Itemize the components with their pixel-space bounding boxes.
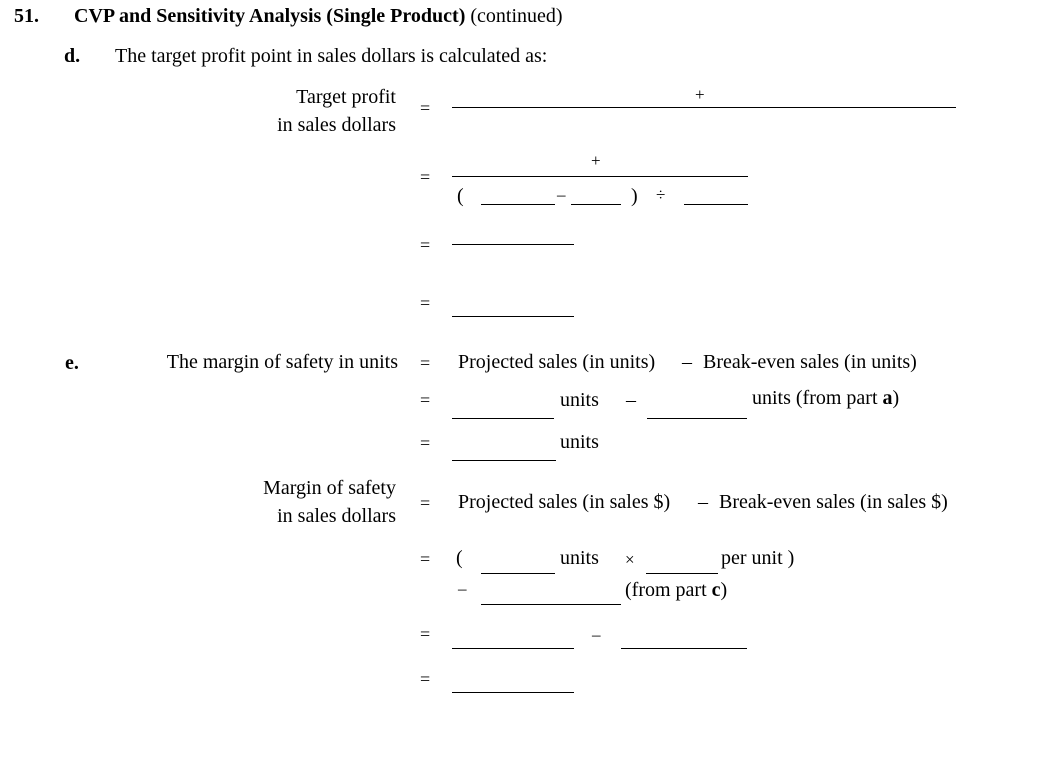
mos-units-label: The margin of safety in units bbox=[166, 351, 398, 373]
answer-line bbox=[646, 573, 718, 574]
answer-line bbox=[452, 692, 574, 693]
equals-sign: = bbox=[420, 390, 431, 410]
minus-sign: – bbox=[592, 625, 601, 644]
mos-dollars-label-2: in sales dollars bbox=[277, 505, 396, 527]
units-from-part-a: units (from part a) bbox=[752, 387, 900, 409]
from-part-c: (from part c) bbox=[625, 579, 728, 601]
open-paren: ( bbox=[457, 185, 464, 207]
units-text: units bbox=[560, 547, 599, 569]
answer-line bbox=[571, 204, 621, 205]
target-profit-label-1: Target profit bbox=[296, 86, 396, 108]
equals-sign: = bbox=[420, 98, 431, 118]
answer-line bbox=[452, 648, 574, 649]
target-profit-label-2: in sales dollars bbox=[277, 114, 396, 136]
minus-sign: – bbox=[557, 185, 566, 204]
equals-sign: = bbox=[420, 624, 431, 644]
answer-line bbox=[481, 604, 621, 605]
close-paren: ) bbox=[631, 185, 638, 207]
continued-text: (continued) bbox=[470, 5, 563, 27]
part-d-intro: The target profit point in sales dollars is calculated as: bbox=[115, 45, 548, 67]
problem-title bbox=[74, 6, 563, 26]
minus-sign: – bbox=[458, 579, 467, 598]
answer-line bbox=[452, 460, 556, 461]
equals-sign: = bbox=[420, 167, 431, 187]
answer-line bbox=[452, 107, 956, 108]
equals-sign: = bbox=[420, 353, 431, 373]
equals-sign: = bbox=[420, 235, 431, 255]
mos-units-formula-b: Break-even sales (in units) bbox=[703, 351, 917, 373]
mos-units-formula-a: Projected sales (in units) bbox=[458, 351, 656, 373]
problem-number: 51. bbox=[14, 5, 39, 27]
answer-line bbox=[452, 418, 554, 419]
per-unit-text: per unit ) bbox=[721, 547, 795, 569]
equals-sign: = bbox=[420, 493, 431, 513]
equals-sign: = bbox=[420, 433, 431, 453]
equals-sign: = bbox=[420, 669, 431, 689]
answer-line bbox=[481, 204, 555, 205]
minus-sign: – bbox=[698, 491, 708, 513]
mos-dollars-formula-a: Projected sales (in sales $) bbox=[458, 491, 671, 513]
times-sign: × bbox=[625, 550, 635, 569]
answer-line bbox=[684, 204, 748, 205]
open-paren: ( bbox=[456, 547, 463, 569]
divide-sign: ÷ bbox=[656, 185, 666, 204]
units-text: units bbox=[560, 431, 599, 453]
title-text: CVP and Sensitivity Analysis (Single Product) bbox=[74, 5, 466, 27]
answer-line bbox=[621, 648, 747, 649]
mos-dollars-label-1: Margin of safety bbox=[263, 477, 396, 499]
answer-line bbox=[647, 418, 747, 419]
plus-sign: + bbox=[695, 85, 705, 104]
answer-line bbox=[452, 316, 574, 317]
equals-sign: = bbox=[420, 293, 431, 313]
plus-sign: + bbox=[591, 151, 601, 170]
mos-dollars-formula-b: Break-even sales (in sales $) bbox=[719, 491, 948, 513]
answer-line bbox=[481, 573, 555, 574]
units-text: units bbox=[560, 389, 599, 411]
minus-sign: – bbox=[682, 351, 692, 373]
part-e-letter: e. bbox=[65, 352, 79, 374]
minus-sign: – bbox=[626, 389, 636, 411]
answer-line bbox=[452, 176, 748, 177]
answer-line bbox=[452, 244, 574, 245]
equals-sign: = bbox=[420, 549, 431, 569]
part-d-letter: d. bbox=[64, 45, 81, 67]
